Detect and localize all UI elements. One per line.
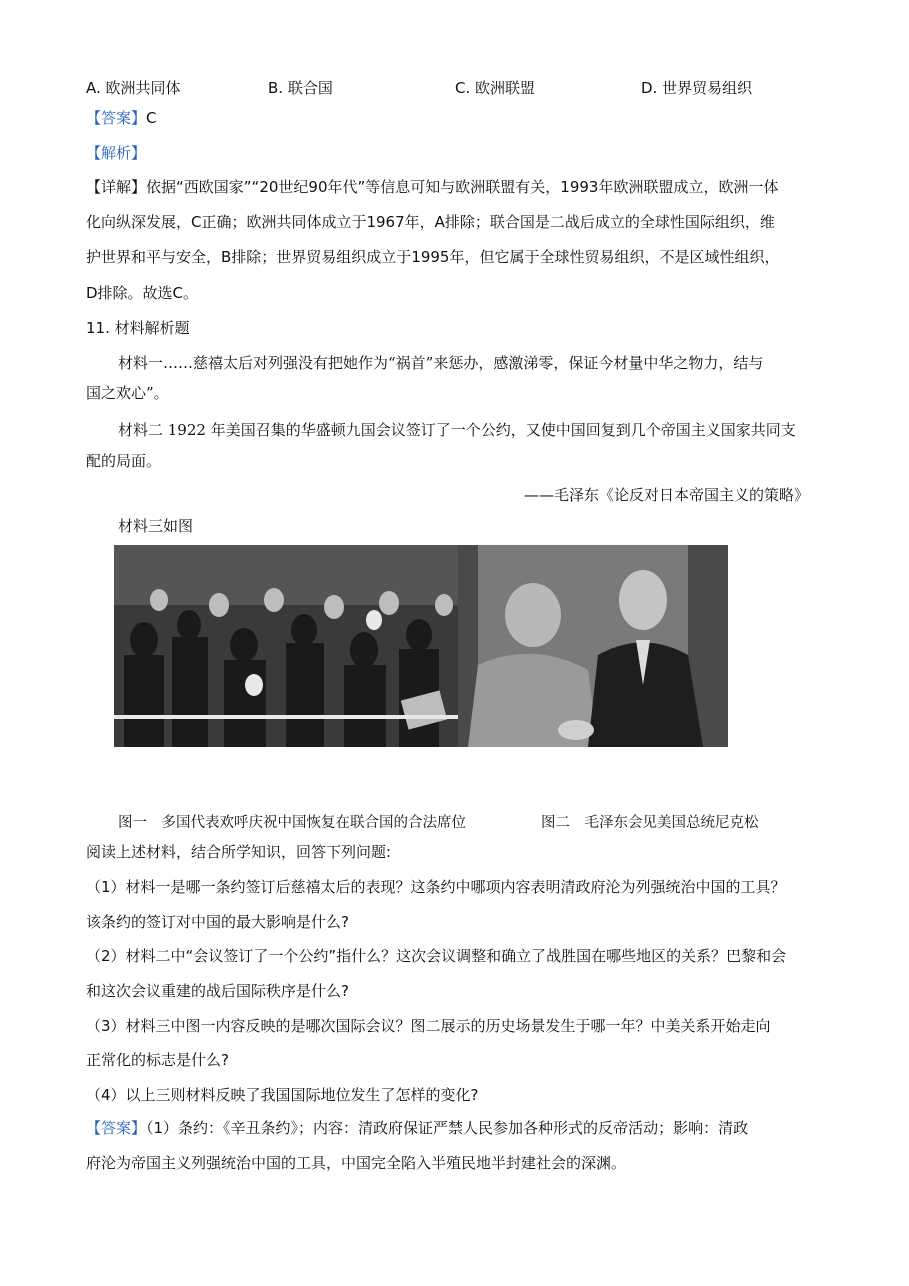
q3-line-2: 正常化的标志是什么?: [86, 1051, 229, 1069]
q4-line: （4）以上三则材料反映了我国国际地位发生了怎样的变化?: [86, 1086, 479, 1104]
photo-un-delegates: [114, 545, 458, 747]
answer2-text-1: （1）条约：《辛丑条约》；内容：清政府保证严禁人民参加各种形式的反帝活动；影响：清政: [146, 1119, 749, 1137]
question-prompt: 阅读上述材料，结合所学知识，回答下列问题:: [86, 843, 392, 861]
material3-label: 材料三如图: [118, 517, 194, 535]
detail-line-4: D排除。故选C。: [86, 284, 199, 302]
option-d: D. 世界贸易组织: [641, 79, 753, 97]
detail-text-1: 依据“西欧国家”“20世纪90年代”等信息可知与欧洲联盟有关，1993年欧洲联盟成立，欧洲一体: [146, 178, 779, 196]
material2-line-1: 材料二 1922 年美国召集的华盛顿九国会议签订了一个公约，又使中国回复到几个帝国主义国家共同支: [118, 421, 796, 439]
crowd-photo-graphic: [114, 545, 458, 747]
answer-value: C: [146, 109, 157, 127]
option-c: C. 欧洲联盟: [455, 79, 536, 97]
option-b: B. 联合国: [268, 79, 333, 97]
q2-line-1: （2）材料二中“会议签订了一个公约”指什么？这次会议调整和确立了战胜国在哪些地区的关系？巴黎和会: [86, 947, 787, 965]
caption-figure-1: 图一 多国代表欢呼庆祝中国恢复在联合国的合法席位: [118, 815, 466, 831]
q2-line-2: 和这次会议重建的战后国际秩序是什么?: [86, 982, 349, 1000]
answer2-line-2: 府沦为帝国主义列强统治中国的工具，中国完全陷入半殖民地半封建社会的深渊。: [86, 1154, 627, 1172]
option-a: A. 欧洲共同体: [86, 79, 181, 97]
q3-line-1: （3）材料三中图一内容反映的是哪次国际会议？图二展示的历史场景发生于哪一年？中美关系开始走向: [86, 1017, 771, 1035]
material2-line-2: 配的局面。: [86, 452, 162, 470]
detail-line-3: 护世界和平与安全，B排除；世界贸易组织成立于1995年，但它属于全球性贸易组织，不是区域性组织，: [86, 248, 780, 266]
question-title: 11. 材料解析题: [86, 319, 190, 337]
detail-line-2: 化向纵深发展，C正确；欧洲共同体成立于1967年，A排除；联合国是二战后成立的全球性国际组织，维: [86, 213, 775, 231]
q1-line-1: （1）材料一是哪一条约签订后慈禧太后的表现？这条约中哪项内容表明清政府沦为列强统治中国的工具？: [86, 878, 786, 896]
answer2-line-1: [86, 1118, 748, 1138]
answer-line: [86, 108, 157, 128]
handshake-photo-graphic: [458, 545, 728, 747]
detail-tag: 【详解】: [86, 178, 147, 196]
analysis-tag: 【解析】: [86, 144, 147, 162]
material1-line-2: 国之欢心”。: [86, 384, 169, 402]
caption-figure-2: 图二 毛泽东会见美国总统尼克松: [541, 815, 759, 831]
answer-tag: 【答案】: [86, 109, 147, 127]
photo-mao-nixon: [458, 545, 728, 747]
q1-line-2: 该条约的签订对中国的最大影响是什么?: [86, 913, 349, 931]
detail-line-1: [86, 177, 778, 197]
answer2-tag: 【答案】: [86, 1119, 147, 1137]
material2-source: ——毛泽东《论反对日本帝国主义的策略》: [524, 486, 810, 504]
material1-line-1: 材料一……慈禧太后对列强没有把她作为“祸首”来惩办，感激涕零，保证今材量中华之物力，结与: [118, 354, 764, 372]
